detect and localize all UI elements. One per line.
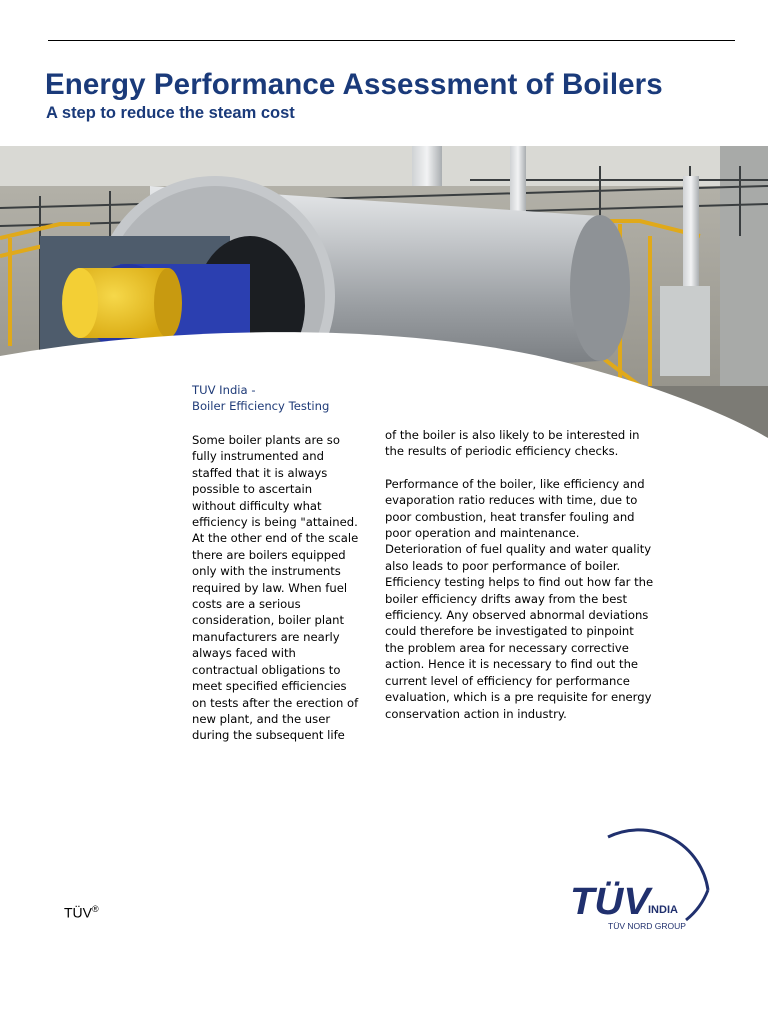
section-heading-line2: Boiler Efficiency Testing	[192, 399, 330, 414]
text-line: current level of efficiency for performance	[385, 673, 630, 688]
text-line: staffed that it is always	[192, 465, 328, 480]
text-line: the results of periodic efficiency checks.	[385, 444, 619, 459]
section-heading	[192, 382, 329, 415]
page-title: Energy Performance Assessment of Boilers	[45, 68, 663, 101]
boiler-photo	[0, 146, 768, 466]
text-line: manufacturers are nearly	[192, 629, 340, 644]
text-line: consideration, boiler plant	[192, 613, 345, 628]
text-line: only with the instruments	[192, 564, 341, 579]
text-line: evaporation ratio reduces with time, due to	[385, 493, 638, 508]
logo-main-text: TÜV	[570, 881, 646, 923]
text-line: the problem area for necessary corrective	[385, 640, 629, 655]
paragraph	[385, 476, 660, 722]
text-line: possible to ascertain	[192, 482, 313, 497]
text-line: Some boiler plants are so	[192, 433, 340, 447]
footer-trademark	[64, 904, 99, 921]
text-line: efficiency is being "attained.	[192, 515, 358, 530]
text-line: contractual obligations to	[192, 662, 341, 677]
text-line: action. Hence it is necessary to find out the	[385, 657, 639, 672]
text-line: costs are a serious	[192, 597, 301, 612]
tuv-india-logo	[568, 812, 718, 937]
text-line: At the other end of the scale	[192, 531, 359, 546]
page-subtitle: A step to reduce the steam cost	[46, 104, 295, 122]
text-line: Performance of the boiler, like efficiency and	[385, 476, 645, 491]
text-line: there are boilers equipped	[192, 547, 346, 562]
text-line: evaluation, which is a pre requisite for energy	[385, 690, 652, 705]
text-line: efficiency. Any observed abnormal deviations	[385, 608, 649, 623]
section-heading-line1: TUV India -	[192, 383, 256, 397]
text-line: poor operation and maintenance.	[385, 526, 580, 541]
top-rule	[48, 40, 735, 41]
text-line: new plant, and the user	[192, 711, 331, 726]
registered-mark: ®	[92, 904, 99, 914]
text-line: meet specified efficiencies	[192, 679, 347, 694]
text-line: also leads to poor performance of boiler.	[385, 558, 621, 573]
text-line: without difficulty what	[192, 498, 322, 513]
text-line: always faced with	[192, 646, 296, 661]
text-column-left	[192, 432, 364, 744]
footer-mark-text: TÜV	[64, 904, 92, 921]
paragraph	[385, 427, 660, 460]
text-line: could therefore be investigated to pinpoint	[385, 624, 634, 639]
text-line: during the subsequent life	[192, 728, 345, 743]
text-column-right	[385, 427, 660, 722]
text-line: fully instrumented and	[192, 449, 324, 464]
text-line: boiler efficiency drifts away from the best	[385, 591, 628, 606]
text-line: Efficiency testing helps to find out how far the	[385, 575, 654, 590]
text-line: required by law. When fuel	[192, 580, 348, 595]
text-line: conservation action in industry.	[385, 706, 567, 721]
logo-india-text: INDIA	[648, 904, 678, 916]
text-line: poor combustion, heat transfer fouling and	[385, 509, 635, 524]
text-line: of the boiler is also likely to be interested in	[385, 428, 640, 442]
text-line: Deterioration of fuel quality and water quality	[385, 542, 652, 557]
text-line: on tests after the erection of	[192, 695, 359, 710]
logo-group-text: TÜV NORD GROUP	[608, 921, 686, 931]
